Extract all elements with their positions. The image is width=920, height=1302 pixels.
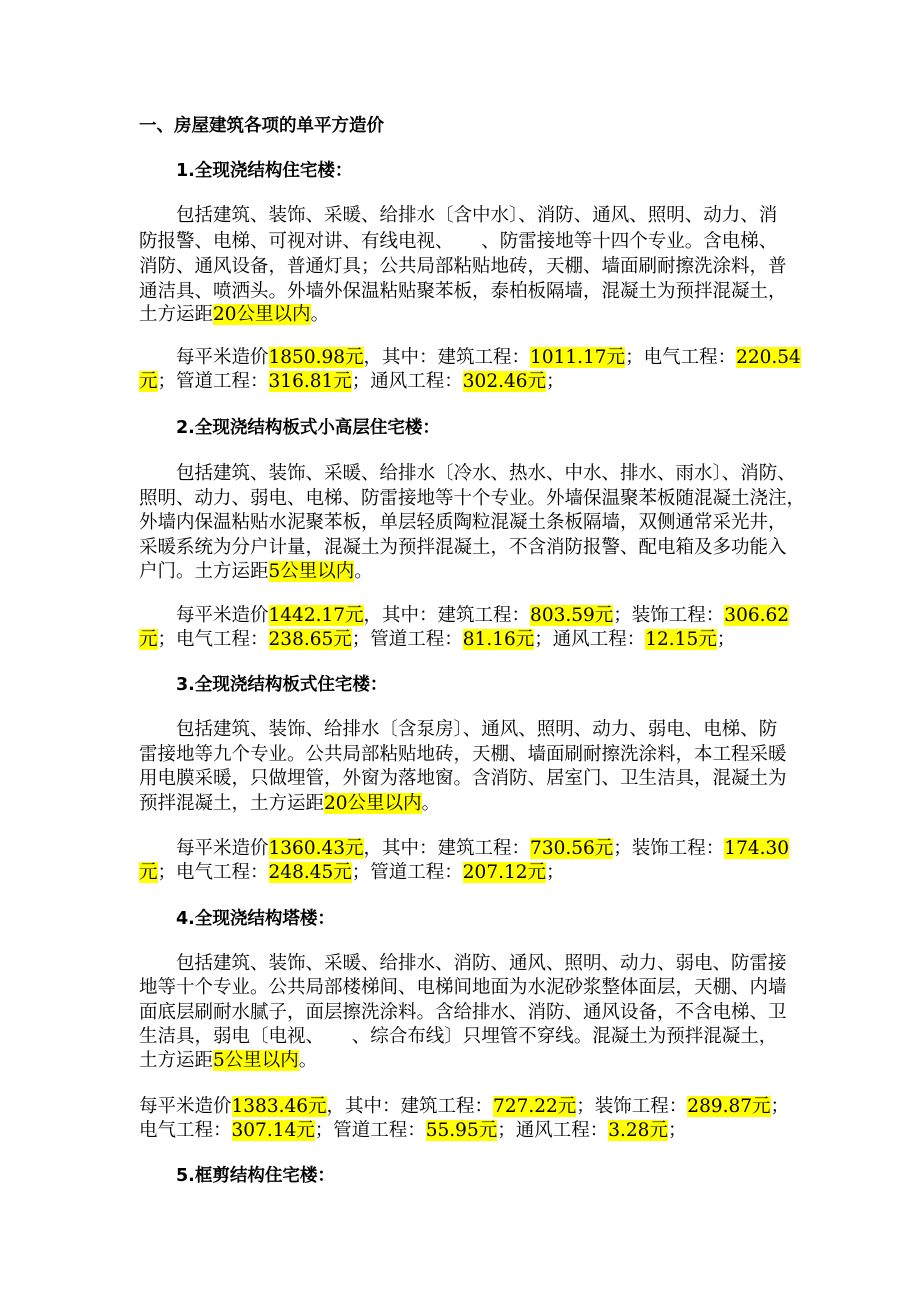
- text-span: 电气工程：: [139, 1120, 232, 1141]
- total-cost-highlight: 1360.43元: [268, 838, 364, 859]
- document-heading: 一、房屋建筑各项的单平方造价: [139, 116, 384, 136]
- text-span: ；: [546, 862, 565, 883]
- cost-value-highlight: 306.62: [724, 605, 790, 626]
- section-3-desc-last-line: [139, 792, 440, 816]
- cost-prefix: 每平米造价: [176, 838, 269, 859]
- section-1-desc-line: 防报警、电梯、可视对讲、有线电视、 、防雷接地等十四个专业。含电梯、: [139, 231, 778, 252]
- text-span: 土方运距: [139, 304, 214, 325]
- section-2-cost-line: [139, 628, 735, 652]
- text-span: ，其中：建筑工程：: [326, 1096, 494, 1117]
- section-1-desc-line: 通洁具、喷洒头。外墙外保温粘贴聚苯板，泰柏板隔墙，混凝土为预拌混凝土，: [139, 281, 787, 302]
- cost-value-highlight: 316.81元: [268, 371, 352, 392]
- cost-value-highlight: 207.12元: [462, 862, 547, 883]
- cost-prefix: 每平米造价: [139, 1096, 232, 1117]
- cost-value-highlight: 248.45元: [268, 862, 352, 883]
- section-2-title: 2.全现浇结构板式小高层住宅楼：: [176, 418, 440, 438]
- cost-value-highlight: 730.56元: [530, 838, 614, 859]
- cost-value-highlight: 元: [139, 371, 158, 392]
- section-3-desc-line: 雷接地等九个专业。公共局部粘贴地砖，天棚、墙面刷耐擦洗涂料，本工程采暖: [139, 744, 787, 765]
- section-3-title: 3.全现浇结构板式住宅楼：: [176, 675, 388, 695]
- distance-highlight: 20公里以内: [213, 304, 311, 325]
- section-1-cost-line: [139, 370, 565, 394]
- cost-value-highlight: 12.15元: [645, 629, 717, 650]
- section-3-cost-line: [139, 861, 565, 885]
- text-span: ，其中：建筑工程：: [363, 838, 531, 859]
- text-span: 预拌混凝土，土方运距: [139, 793, 325, 814]
- text-span: ；电气工程：: [157, 862, 269, 883]
- text-span: ；通风工程：: [534, 629, 646, 650]
- text-span: 。: [298, 1050, 318, 1071]
- cost-value-highlight: 1011.17元: [530, 347, 626, 368]
- cost-value-highlight: 81.16元: [462, 629, 535, 650]
- text-span: ；: [770, 1096, 790, 1117]
- text-span: ；管道工程：: [157, 371, 269, 392]
- text-span: ；通风工程：: [497, 1120, 609, 1141]
- section-4-desc-line: 地等十个专业。公共局部楼梯间、电梯间地面为水泥砂浆整体面层，天棚、内墙: [139, 977, 787, 998]
- text-span: ；管道工程：: [351, 629, 463, 650]
- cost-prefix: 每平米造价: [176, 347, 269, 368]
- text-span: ；装饰工程：: [613, 838, 725, 859]
- text-span: ；: [667, 1120, 687, 1141]
- total-cost-highlight: 1383.46元: [231, 1096, 327, 1117]
- cost-value-highlight: 174.30: [724, 838, 790, 859]
- section-4-desc-line: 生洁具，弱电〔电视、 、综合布线〕只埋管不穿线。混凝土为预拌混凝土，: [139, 1026, 778, 1047]
- section-1-cost-line: [176, 346, 801, 370]
- section-1-desc-line: 包括建筑、装饰、采暖、给排水〔含中水〕、消防、通风、照明、动力、消: [176, 205, 778, 226]
- section-3-desc-line: 包括建筑、装饰、给排水〔含泵房〕、通风、照明、动力、弱电、电梯、防: [176, 719, 778, 740]
- text-span: ；装饰工程：: [613, 605, 725, 626]
- cost-value-highlight: 元: [139, 629, 158, 650]
- cost-value-highlight: 55.95元: [425, 1120, 498, 1141]
- section-3-desc-line: 用电膜采暖，只做埋管，外窗为落地窗。含消防、居室门、卫生洁具，混凝土为: [139, 768, 787, 789]
- total-cost-highlight: 1442.17元: [268, 605, 364, 626]
- cost-value-highlight: 289.87元: [687, 1096, 771, 1117]
- section-2-cost-line: [176, 604, 789, 628]
- section-3-cost-line: [176, 837, 789, 861]
- cost-value-highlight: 238.65元: [268, 629, 352, 650]
- section-2-desc-line: 外墙内保温粘贴水泥聚苯板，单层轻质陶粒混凝土条板隔墙，双侧通常采光井，: [139, 512, 787, 533]
- total-cost-highlight: 1850.98元: [268, 347, 364, 368]
- cost-value-highlight: 元: [139, 862, 158, 883]
- text-span: ；电气工程：: [157, 629, 269, 650]
- text-span: ，其中：建筑工程：: [363, 605, 531, 626]
- section-1-desc-last-line: [139, 303, 329, 327]
- cost-prefix: 每平米造价: [176, 605, 269, 626]
- cost-value-highlight: 307.14元: [231, 1120, 315, 1141]
- section-2-desc-line: 包括建筑、装饰、采暖、给排水〔冷水、热水、中水、排水、雨水〕、消防、: [176, 463, 796, 484]
- text-span: 。: [354, 561, 373, 582]
- text-span: ；电气工程：: [625, 347, 737, 368]
- cost-value-highlight: 3.28元: [608, 1120, 668, 1141]
- text-span: ，其中：建筑工程：: [363, 347, 531, 368]
- text-span: ；管道工程：: [314, 1120, 426, 1141]
- cost-value-highlight: 803.59元: [530, 605, 614, 626]
- text-span: ；管道工程：: [351, 862, 463, 883]
- section-2-desc-line: 照明、动力、弱电、电梯、防雷接地等十个专业。外墙保温聚苯板随混凝土浇注，: [139, 488, 806, 509]
- cost-value-highlight: 220.54: [736, 347, 801, 368]
- text-span: ；装饰工程：: [576, 1096, 688, 1117]
- section-4-desc-line: 面底层刷耐水腻子，面层擦洗涂料。含给排水、消防、通风设备，不含电梯、卫: [139, 1002, 787, 1023]
- text-span: 。: [421, 793, 441, 814]
- distance-highlight: 5公里以内: [268, 561, 355, 582]
- section-4-cost-line: [139, 1119, 686, 1143]
- section-4-desc-last-line: [139, 1049, 317, 1073]
- text-span: ；通风工程：: [351, 371, 463, 392]
- distance-highlight: 20公里以内: [324, 793, 422, 814]
- section-4-desc-line: 包括建筑、装饰、采暖、给排水、消防、通风、照明、动力、弱电、防雷接: [176, 953, 787, 974]
- cost-value-highlight: 727.22元: [493, 1096, 577, 1117]
- cost-value-highlight: 302.46元: [462, 371, 547, 392]
- section-2-desc-line: 采暖系统为分户计量，混凝土为预拌混凝土，不含消防报警、配电箱及多功能入: [139, 537, 787, 558]
- section-1-title: 1.全现浇结构住宅楼：: [176, 161, 353, 181]
- distance-highlight: 5公里以内: [213, 1050, 299, 1071]
- section-1-desc-line: 消防、通风设备，普通灯具；公共局部粘贴地砖，天棚、墙面刷耐擦洗涂料，普: [139, 256, 787, 277]
- text-span: 。: [310, 304, 330, 325]
- text-span: ；: [546, 371, 565, 392]
- text-span: 土方运距: [139, 1050, 214, 1071]
- text-span: ；: [716, 629, 736, 650]
- section-2-desc-last-line: [139, 560, 373, 584]
- section-4-cost-line: [139, 1095, 789, 1119]
- section-5-title: 5.框剪结构住宅楼：: [176, 1166, 335, 1186]
- text-span: 户门。土方运距: [139, 561, 269, 582]
- section-4-title: 4.全现浇结构塔楼：: [176, 909, 335, 929]
